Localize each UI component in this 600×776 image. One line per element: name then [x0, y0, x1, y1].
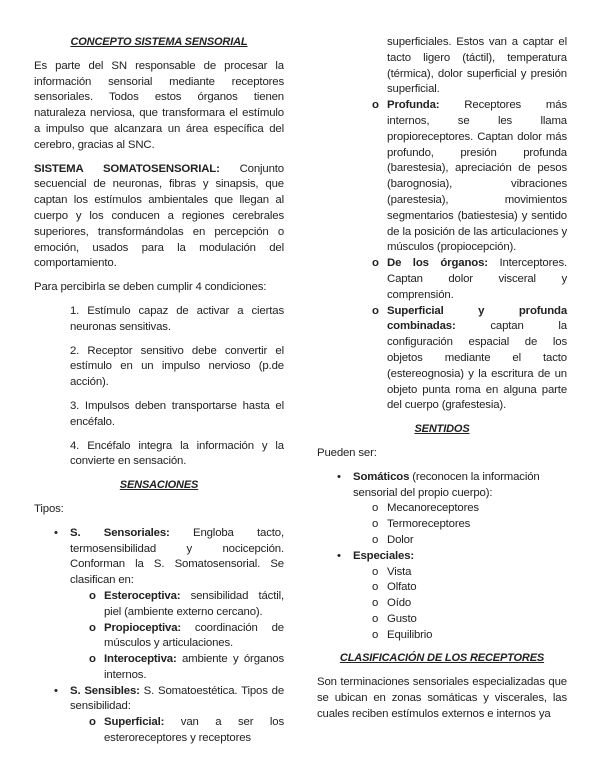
- term-label: SISTEMA SOMATOSENSORIAL:: [34, 162, 220, 175]
- condition-item: 2. Receptor sensitivo debe convertir el estímulo en un impulso nervioso (p.de acción).: [70, 344, 284, 389]
- pueden-ser-label: Pueden ser:: [317, 446, 377, 459]
- term-label: Profunda:: [387, 99, 440, 112]
- term-text: Interceptores. Captan dolor visceral y comprensión.: [387, 257, 568, 301]
- list-item: o Dolor: [317, 533, 567, 549]
- heading-sensaciones: SENSACIONES: [119, 479, 199, 492]
- term-label: De los órganos:: [387, 257, 488, 270]
- term-text: Conjunto secuencial de neuronas, fibras y sinapsis, que captan los estímulos ambientales que llegan al cuerpo y los conducen a regiones cerebrales superiores, transformándolas en percepción o emoción, usados para la modulación del comportamiento.: [34, 162, 284, 270]
- list-item: [317, 256, 567, 303]
- term-text: (reconocen la información sensorial del propio cuerpo):: [353, 470, 540, 499]
- term-label: Esteroceptiva:: [104, 589, 181, 602]
- conditions-intro: Para percibirla se deben cumplir 4 condiciones:: [34, 281, 267, 294]
- sensaciones-list: [34, 526, 284, 747]
- heading-sentidos: SENTIDOS: [414, 423, 470, 436]
- list-item: [34, 652, 284, 684]
- right-column: [317, 35, 567, 731]
- list-item: [317, 98, 567, 256]
- left-column: [34, 35, 284, 747]
- list-item: [34, 589, 284, 621]
- term-text: Engloba tacto, termosensibilidad y nocicepción. Conforman la S. Somatosensorial. Se clasifican en:: [70, 526, 284, 587]
- term-text: ambiente y órganos internos.: [104, 653, 284, 681]
- list-item: o Vista: [317, 565, 567, 581]
- sensibles-list: [317, 98, 567, 414]
- sentidos-list: [317, 470, 567, 644]
- condition-item: 4. Encéfalo integra la información y la convierte en sensación.: [70, 439, 284, 468]
- term-label: S. Sensoriales:: [70, 526, 170, 539]
- list-item: [34, 526, 284, 589]
- somatosensorial-paragraph: [34, 162, 284, 273]
- list-item: [317, 549, 567, 565]
- condition-item: 1. Estímulo capaz de activar a ciertas neuronas sensitivas.: [70, 304, 284, 333]
- tipos-label: Tipos:: [34, 502, 64, 515]
- list-item: [317, 304, 567, 415]
- superficial-continuation: superficiales. Estos van a captar el tacto ligero (táctil), temperatura (térmica), dolor superficial y presión superficial.: [387, 36, 567, 96]
- term-text: S. Somatoestética. Tipos de sensibilidad:: [70, 684, 285, 713]
- term-text: coordinación de músculos y articulaciones.: [104, 621, 284, 650]
- term-label: Somáticos: [353, 470, 410, 483]
- list-item: o Equilibrio: [317, 628, 567, 644]
- term-text: van a ser los esteroreceptores y receptores: [104, 716, 284, 745]
- list-item: o Termoreceptores: [317, 517, 567, 533]
- clasificacion-paragraph: Son terminaciones sensoriales especializadas que se ubican en zonas somáticas y viscerales, las cuales reciben estímulos externos e internos ya: [317, 676, 567, 720]
- term-label: Especiales:: [353, 549, 415, 562]
- list-item: [34, 621, 284, 653]
- list-item: [34, 684, 284, 716]
- list-item: o Oído: [317, 596, 567, 612]
- term-label: Superficial y profunda combinadas:: [387, 304, 567, 333]
- term-text: Receptores más internos, se les llama propioreceptores. Captan dolor más profundo, presión profunda (barestesia), apreciación de pesos (barognosia), vibraciones (parestesia), movimientos segmentarios (batiestesia) y sentido de la posición de las articulaciones y músculos (propiocepción).: [387, 99, 567, 254]
- term-label: S. Sensibles:: [70, 684, 140, 697]
- list-item: [34, 715, 284, 747]
- term-label: Propioceptiva:: [104, 621, 182, 634]
- heading-clasificacion: CLASIFICACIÓN DE LOS RECEPTORES: [339, 652, 545, 665]
- term-label: Superficial:: [104, 716, 165, 729]
- intro-paragraph: Es parte del SN responsable de procesar la información sensorial mediante receptores sensoriales. Todos estos órganos tienen naturaleza nerviosa, que transformara el estímulo a impulso que alcanzara un área específica del cerebro, gracias al SNC.: [34, 59, 284, 151]
- term-label: Interoceptiva:: [104, 653, 177, 666]
- condition-item: 3. Impulsos deben transportarse hasta el encéfalo.: [70, 399, 284, 428]
- heading-concepto: CONCEPTO SISTEMA SENSORIAL: [70, 36, 248, 48]
- list-item: [317, 470, 567, 502]
- list-item: o Olfato: [317, 580, 567, 596]
- list-item: o Gusto: [317, 612, 567, 628]
- list-item: o Mecanoreceptores: [317, 501, 567, 517]
- term-text: captan la configuración espacial de los objetos mediante el tacto (estereognosia) y la escritura de un objeto punta roma en alguna parte del cuerpo (grafestesia).: [387, 320, 567, 412]
- term-text: sensibilidad táctil, piel (ambiente externo cercano).: [104, 589, 284, 618]
